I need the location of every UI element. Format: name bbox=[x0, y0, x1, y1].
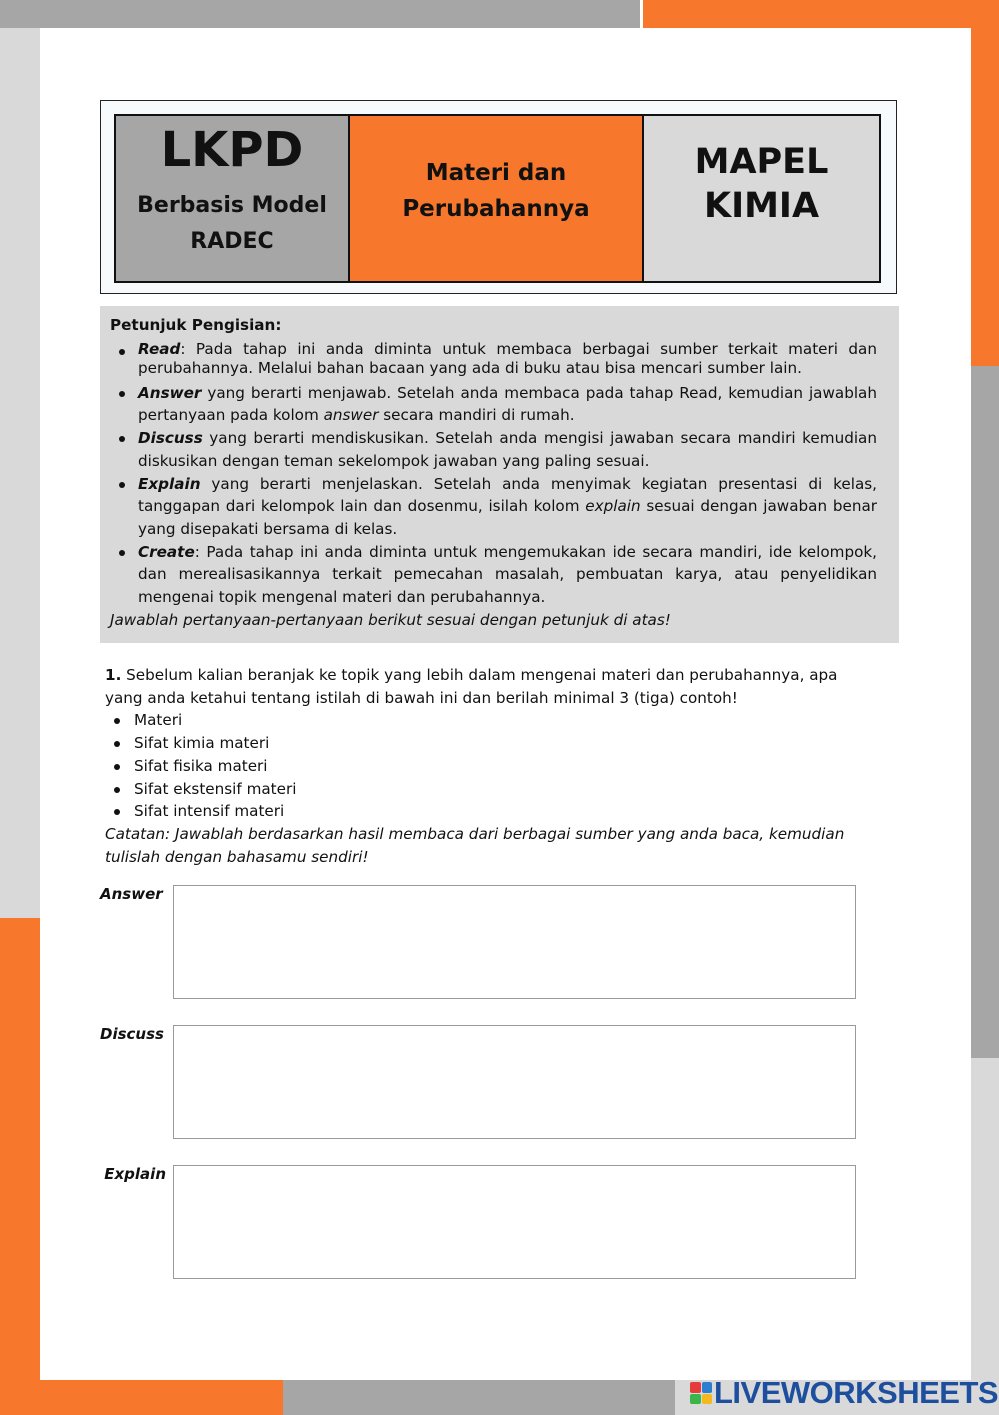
worksheet-header bbox=[100, 100, 897, 294]
frame-bar-right-orange bbox=[971, 28, 999, 366]
frame-bar-left-light bbox=[0, 28, 40, 918]
instruction-emphasis: answer bbox=[323, 406, 379, 425]
header-cell-materi bbox=[350, 116, 644, 281]
frame-bar-left-orange bbox=[0, 918, 40, 1415]
header-table bbox=[114, 114, 881, 283]
materi-title-line1: Materi dan bbox=[425, 159, 567, 186]
instruction-item-answer bbox=[138, 382, 877, 427]
materi-title bbox=[402, 155, 589, 227]
discuss-label: Discuss bbox=[100, 1025, 164, 1043]
mapel-title-line2: KIMIA bbox=[703, 185, 820, 226]
instruction-term: Discuss bbox=[138, 429, 203, 448]
instruction-item-explain bbox=[138, 473, 877, 541]
answer-input-box[interactable] bbox=[173, 885, 856, 999]
instruction-term: Create bbox=[138, 542, 195, 561]
lkpd-title: LKPD bbox=[160, 121, 304, 178]
materi-title-line2: Perubahannya bbox=[402, 195, 590, 222]
instruction-text: yang berarti menjelaskan. Setelah anda menyimak kegiatan presentasi di kelas, tanggapan dari kelompok lain dan dosenmu, isilah kolom bbox=[138, 474, 877, 516]
liveworksheets-logo-icon bbox=[690, 1382, 712, 1404]
instruction-text: : Pada tahap ini anda diminta untuk membaca berbagai sumber terkait materi dan perubahannya. Melalui bahan bacaan yang ada di buku atau bisa mencari sumber lain. bbox=[138, 339, 877, 378]
discuss-input-box[interactable] bbox=[173, 1025, 856, 1139]
instruction-text: sesuai dengan jawaban benar yang disepakati bersama di kelas. bbox=[138, 497, 877, 538]
frame-bar-right-gray bbox=[971, 366, 999, 1058]
instructions-footer: Jawablah pertanyaan-pertanyaan berikut sesuai dengan petunjuk di atas! bbox=[110, 610, 671, 629]
list-item: Materi bbox=[134, 709, 865, 732]
lkpd-subtitle bbox=[137, 188, 327, 260]
frame-bar-top-gray bbox=[0, 0, 640, 28]
instruction-item-create bbox=[138, 541, 877, 609]
frame-bar-top-orange bbox=[643, 0, 999, 28]
instruction-text: secara mandiri di rumah. bbox=[378, 406, 575, 425]
instructions-title: Petunjuk Pengisian: bbox=[110, 316, 282, 334]
liveworksheets-logo bbox=[690, 1375, 999, 1410]
list-item: Sifat ekstensif materi bbox=[134, 778, 865, 801]
frame-bar-bottom-gray bbox=[283, 1380, 675, 1415]
instruction-emphasis: explain bbox=[585, 497, 641, 516]
mapel-title-line1: MAPEL bbox=[694, 141, 829, 182]
header-cell-mapel bbox=[644, 116, 879, 281]
frame-bar-bottom-orange bbox=[0, 1380, 283, 1415]
instruction-item-read bbox=[138, 340, 877, 379]
frame-bar-right-light bbox=[971, 1058, 999, 1415]
instruction-term: Explain bbox=[138, 474, 201, 493]
list-item: Sifat kimia materi bbox=[134, 732, 865, 755]
lkpd-subtitle-line2: RADEC bbox=[190, 228, 274, 254]
instruction-term: Read bbox=[138, 339, 181, 358]
question-term-list bbox=[105, 709, 865, 823]
instruction-text: : Pada tahap ini anda diminta untuk mengemukakan ide secara mandiri, ide kelompok, dan merealisasikannya terkait pemecahan masalah, pembuatan karya, atau penyelidikan mengenai topik mengenal materi dan perubahannya. bbox=[138, 542, 877, 607]
question-text bbox=[105, 664, 865, 709]
list-item: Sifat intensif materi bbox=[134, 800, 865, 823]
instructions-panel bbox=[100, 306, 899, 643]
answer-label: Answer bbox=[100, 885, 163, 903]
question-body: Sebelum kalian beranjak ke topik yang lebih dalam mengenai materi dan perubahannya, apa yang anda ketahui tentang istilah di bawah ini dan berilah minimal 3 (tiga) contoh! bbox=[105, 666, 838, 707]
question-1 bbox=[105, 664, 865, 868]
liveworksheets-logo-text: LIVEWORKSHEETS bbox=[714, 1375, 999, 1410]
instruction-text: yang berarti mendiskusikan. Setelah anda mengisi jawaban secara mandiri kemudian diskusikan dengan teman sekelompok jawaban yang paling sesuai. bbox=[138, 429, 877, 470]
mapel-title bbox=[695, 140, 829, 228]
header-cell-lkpd bbox=[116, 116, 350, 281]
instruction-text: yang berarti menjawab. Setelah anda membaca pada tahap Read, kemudian jawablah pertanyaan pada kolom bbox=[138, 383, 877, 425]
instructions-list bbox=[110, 340, 877, 609]
explain-label: Explain bbox=[104, 1165, 166, 1183]
instruction-term: Answer bbox=[138, 383, 202, 402]
question-number: 1. bbox=[105, 666, 122, 684]
explain-input-box[interactable] bbox=[173, 1165, 856, 1279]
list-item: Sifat fisika materi bbox=[134, 755, 865, 778]
lkpd-subtitle-line1: Berbasis Model bbox=[137, 192, 327, 218]
question-note: Catatan: Jawablah berdasarkan hasil membaca dari berbagai sumber yang anda baca, kemudian tulislah dengan bahasamu sendiri! bbox=[105, 824, 845, 866]
instruction-item-discuss bbox=[138, 427, 877, 472]
